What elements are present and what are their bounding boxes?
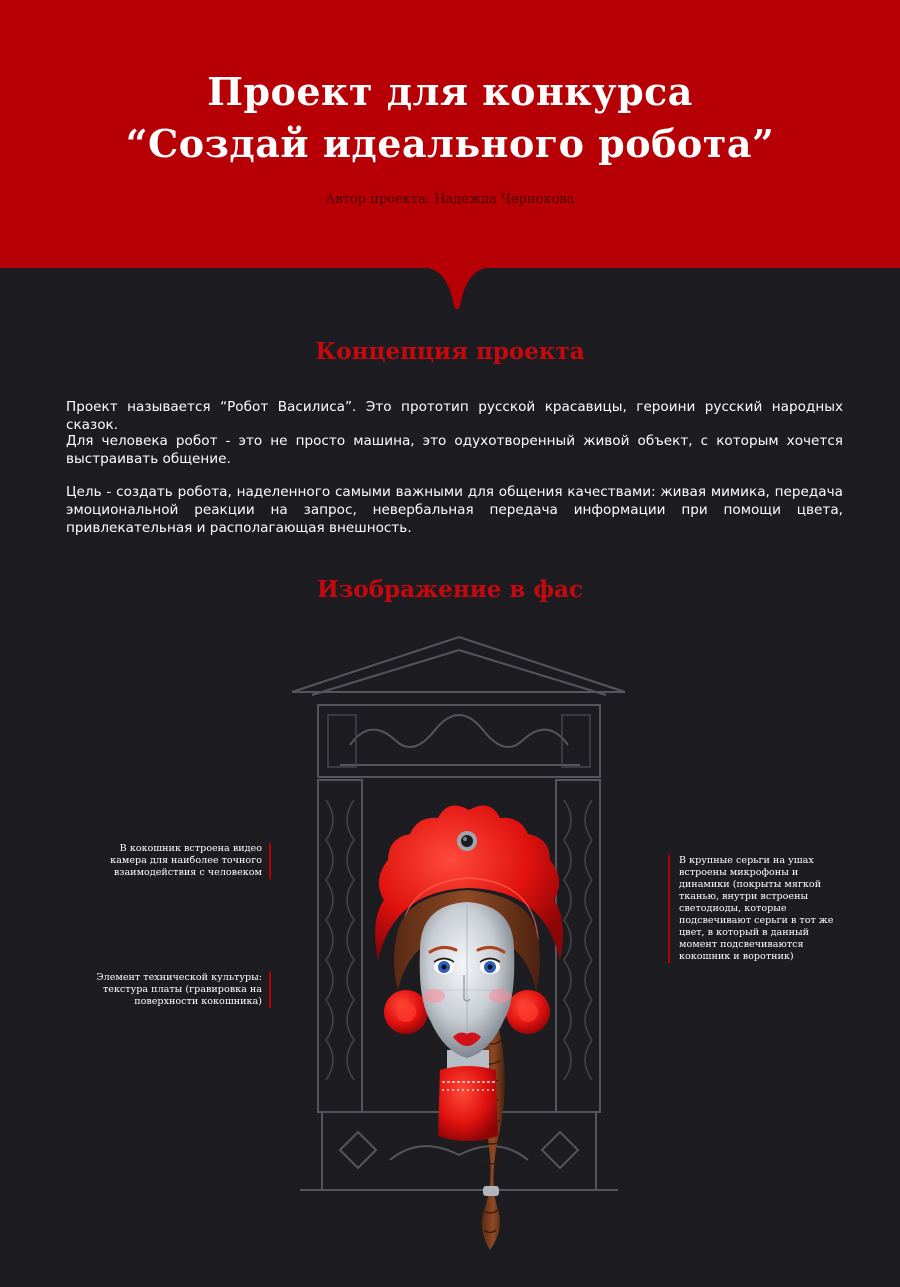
concept-paragraph: Проект называется “Робот Василиса”. Это прототип русской красавицы, героини русский народных сказок. bbox=[66, 399, 843, 433]
annotation-camera: В кокошник встроена видео камера для наиболее точного взаимодействия с человеком bbox=[96, 843, 271, 879]
annotation-earrings: В крупные серьги на ушах встроены микрофоны и динамики (покрыты мягкой тканью, внутри встроены светодиоды, которые подсвечивают серьги в тот же цвет, в который в данный момент подсвечиваются кокошник и воротник) bbox=[668, 855, 835, 963]
concept-paragraph: Для человека робот - это не просто машина, это одухотворенный живой объект, с которым хочется выстраивать общение. bbox=[66, 433, 843, 467]
author-line: Автор проекта: Надежда Чернокова bbox=[325, 192, 575, 207]
concept-heading: Концепция проекта bbox=[315, 338, 585, 365]
collar bbox=[438, 1050, 498, 1141]
title-line-2: “Создай идеального робота” bbox=[125, 121, 775, 166]
title-line-1: Проект для конкурса bbox=[207, 69, 693, 114]
front-view-heading: Изображение в фас bbox=[316, 576, 584, 603]
annotation-texture: Элемент технической культуры: текстура платы (гравировка на поверхности кокошника) bbox=[96, 972, 271, 1008]
concept-paragraph: Цель - создать робота, наделенного самыми важными для общения качествами: живая мимика, передача эмоциональной реакции на запрос, невербальная передача информации при помощи цвета, привлекательная и располагающая внешность. bbox=[66, 484, 843, 536]
header-notch bbox=[0, 266, 900, 312]
page-title bbox=[0, 66, 900, 170]
